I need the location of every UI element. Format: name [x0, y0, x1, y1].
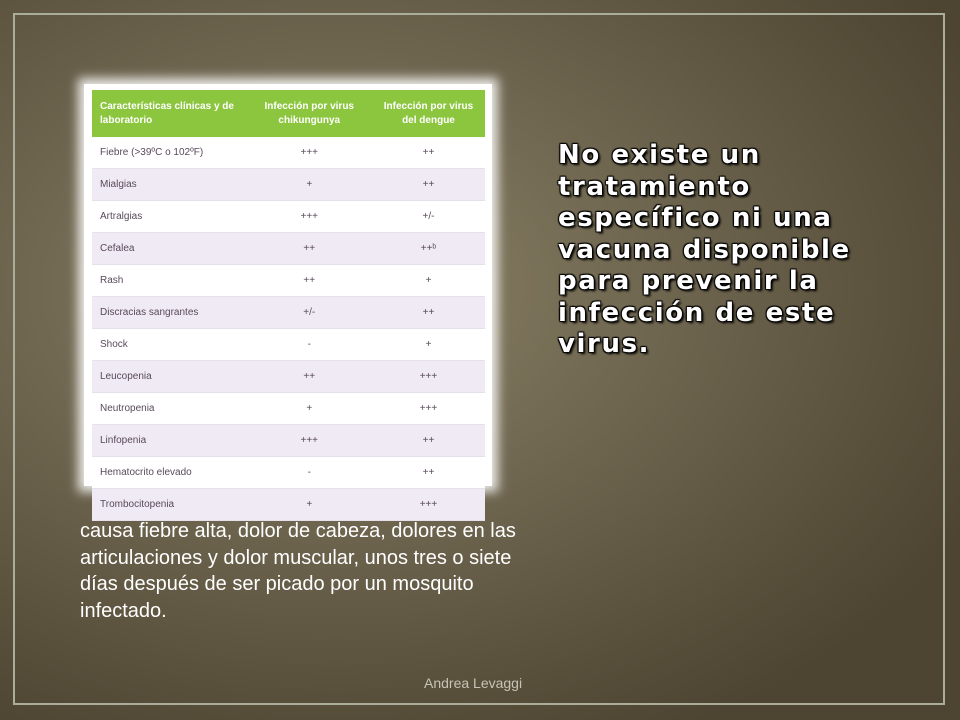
row-chikungunya-value: +++ [247, 201, 372, 233]
header-dengue: Infección por virus del dengue [372, 90, 485, 137]
row-chikungunya-value: +++ [247, 137, 372, 169]
slide-heading: No existe un tratamiento específico ni una vacuna disponible para prevenir la infección de este virus. [558, 140, 851, 359]
table-row [92, 297, 485, 329]
slide-footer-author: Andrea Levaggi [424, 675, 523, 691]
row-dengue-value: + [372, 265, 485, 297]
header-characteristics: Características clínicas y de laboratorio [92, 90, 247, 137]
row-characteristic: Linfopenia [92, 425, 247, 457]
table-row [92, 393, 485, 425]
row-characteristic: Fiebre (>39ºC o 102ºF) [92, 137, 247, 169]
row-characteristic: Neutropenia [92, 393, 247, 425]
table-row [92, 425, 485, 457]
row-chikungunya-value: ++ [247, 361, 372, 393]
row-characteristic: Cefalea [92, 233, 247, 265]
row-characteristic: Rash [92, 265, 247, 297]
row-dengue-value: + [372, 329, 485, 361]
slide-body-text: causa fiebre alta, dolor de cabeza, dolores en las articulaciones y dolor muscular, unos tres o siete días después de ser picado por un mosquito infectado. [80, 520, 516, 622]
comparison-table-card [84, 84, 492, 510]
row-dengue-value: ++ [372, 137, 485, 169]
header-chikungunya: Infección por virus chikungunya [247, 90, 372, 137]
row-chikungunya-value: - [247, 457, 372, 489]
row-characteristic: Artralgias [92, 201, 247, 233]
row-dengue-value: ++ [372, 169, 485, 201]
comparison-table [92, 90, 485, 521]
row-dengue-value: ++ [372, 297, 485, 329]
table-row [92, 329, 485, 361]
row-characteristic: Shock [92, 329, 247, 361]
row-chikungunya-value: +/- [247, 297, 372, 329]
row-chikungunya-value: + [247, 393, 372, 425]
table-row [92, 265, 485, 297]
row-characteristic: Leucopenia [92, 361, 247, 393]
row-dengue-value: +++ [372, 489, 485, 521]
row-dengue-value: ++ [372, 457, 485, 489]
table-row [92, 457, 485, 489]
row-characteristic: Hematocrito elevado [92, 457, 247, 489]
row-dengue-value: ++ᵇ [372, 233, 485, 265]
row-characteristic: Mialgias [92, 169, 247, 201]
row-chikungunya-value: + [247, 169, 372, 201]
row-characteristic: Trombocitopenia [92, 489, 247, 521]
row-chikungunya-value: + [247, 489, 372, 521]
row-chikungunya-value: ++ [247, 233, 372, 265]
table-body [92, 137, 485, 521]
row-chikungunya-value: - [247, 329, 372, 361]
row-dengue-value: +++ [372, 361, 485, 393]
table-row [92, 361, 485, 393]
table-row [92, 201, 485, 233]
row-chikungunya-value: +++ [247, 425, 372, 457]
row-dengue-value: +++ [372, 393, 485, 425]
table-header-row [92, 90, 485, 137]
row-dengue-value: +/- [372, 201, 485, 233]
row-chikungunya-value: ++ [247, 265, 372, 297]
table-row [92, 137, 485, 169]
table-row [92, 169, 485, 201]
table-row [92, 233, 485, 265]
row-dengue-value: ++ [372, 425, 485, 457]
row-characteristic: Discracias sangrantes [92, 297, 247, 329]
table-row [92, 489, 485, 521]
